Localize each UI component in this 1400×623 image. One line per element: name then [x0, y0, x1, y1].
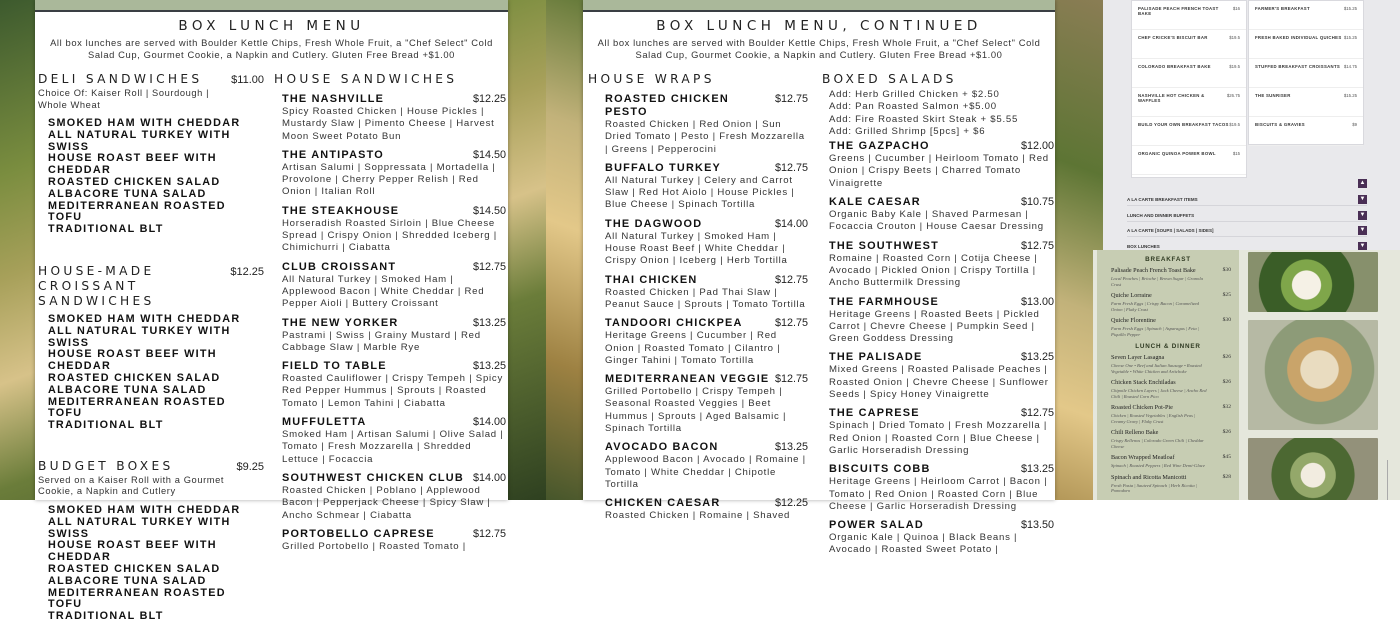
menu-item-description: Cheese One • Beef and Italian Sausage • Roasted Vegetable • White Chicken and Artichoke — [1111, 363, 1202, 374]
menu-item-name: THE GAZPACHO — [829, 140, 930, 153]
menu-item-name: MUFFULETTA — [282, 416, 367, 429]
menu-item-name: Chicken Stack Enchiladas — [1111, 379, 1176, 386]
menu-row — [1132, 146, 1246, 175]
food-photo — [1248, 320, 1378, 430]
menu-item-name: Bacon Wrapped Meatloaf — [1111, 454, 1175, 461]
menu-item-name: FARMER'S BREAKFAST — [1255, 6, 1310, 11]
menu-item-header — [282, 528, 506, 541]
menu-item — [829, 407, 1054, 457]
food-photo — [1248, 252, 1378, 312]
menu-item-price: $12.75 — [774, 161, 808, 174]
menu-item-header — [605, 274, 808, 287]
menu-item-description: Applewood Bacon | Avocado | Romaine | Tomato | White Cheddar | Chipotle Tortilla — [605, 454, 806, 490]
menu-item-name: SOUTHWEST CHICKEN CLUB — [282, 471, 464, 484]
menu-item-header — [282, 261, 506, 274]
menu-item-price: $13.25 — [1020, 351, 1054, 364]
menu-item-price: $14.75 — [1343, 64, 1357, 69]
menu-item-description: Organic Baby Kale | Shaved Parmesan | Focaccia Crouton | House Caesar Dressing — [829, 209, 1044, 233]
menu-item-price: $25 — [1222, 292, 1231, 298]
menu-item-header — [829, 463, 1054, 476]
menu-item-name: PALISADE PEACH FRENCH TOAST BAKE — [1138, 6, 1219, 16]
menu-row — [1132, 59, 1246, 88]
section-title: BOXED SALADS — [822, 72, 957, 86]
menu-item-name: Seven Layer Lasagna — [1111, 354, 1165, 361]
menu-item-description: Roasted Chicken | Pad Thai Slaw | Peanut Sauce | Sprouts | Tomato Tortilla — [605, 286, 806, 310]
menu-item-name: THAI CHICKEN — [605, 273, 698, 286]
menu-item-description: Roasted Chicken | Poblano | Applewood Bacon | Pepperjack Cheese | Spicy Slaw | Ancho Schmear | Ciabatta — [282, 484, 491, 521]
section-title: DELI SANDWICHES — [38, 72, 203, 86]
budget-item-list — [48, 505, 264, 623]
menu-item — [282, 261, 506, 311]
menu-item-price: $14.00 — [472, 416, 506, 429]
menu-item-name: SMOKED HAM WITH CHEDDAR — [48, 312, 241, 325]
menu-item — [829, 463, 1054, 513]
menu-item-header — [282, 93, 506, 106]
menu-item-name: THE CAPRESE — [829, 407, 920, 420]
section-note: Served on a Kaiser Roll with a Gourmet Cookie, a Napkin and Cutlery — [38, 474, 225, 497]
accordion-item[interactable] — [1127, 194, 1367, 206]
menu-item-name: ROASTED CHICKEN SALAD — [48, 562, 221, 575]
menu-item-description: Romaine | Roasted Corn | Cotija Cheese | Avocado | Pickled Onion | Crispy Tortilla | Ancho Buttermilk Dressing — [829, 252, 1038, 289]
menu-item-header — [282, 149, 506, 162]
collapse-up-icon[interactable]: ▲ — [1359, 180, 1366, 186]
menu-item-price: $45 — [1222, 454, 1231, 460]
menu-item — [282, 149, 506, 199]
menu-item-description: All Natural Turkey | Smoked Ham | House Roast Beef | White Cheddar | Crispy Onion | Iceberg | Herb Tortilla — [605, 230, 788, 267]
menu-item-name: CHEF CRICKE'S BISCUIT BAR — [1138, 35, 1208, 40]
menu-item-header — [605, 162, 808, 175]
menu-item — [282, 205, 506, 255]
section-price: $11.00 — [231, 74, 264, 86]
menu-item-name: POWER SALAD — [829, 519, 924, 532]
menu-item-description: Organic Kale | Quinoa | Black Beans | Avocado | Roasted Sweet Potato | — [829, 532, 1018, 556]
category-label: LUNCH & DINNER — [1135, 343, 1201, 350]
menu-item-name: ROASTED CHICKEN SALAD — [48, 175, 221, 188]
header-tab — [781, 0, 857, 12]
menu-item-description: Spinach | Dried Tomato | Fresh Mozzarella | Red Onion | Roasted Corn | Blue Cheese | Garlic Horseradish Dressing — [829, 420, 1048, 456]
menu-row — [1097, 454, 1239, 461]
menu-item-name: TANDOORI CHICKPEA — [605, 317, 743, 330]
menu-item-description: Horseradish Roasted Sirloin | Blue Cheese Spread | Crispy Onion | Shredded Iceberg | Chimichurri | Ciabatta — [282, 217, 497, 254]
budget-section — [38, 459, 264, 623]
intro-text: All box lunches are served with Boulder Kettle Chips, Fresh Whole Fruit, a "Chef Select" Cold Salad Cup, Gourmet Cookie, a Napkin and Cutlery. Gluten Free Bread +$1.00 — [50, 37, 493, 60]
menu-item-description: Local Peaches | Brioche | Brown Sugar | Granola Crust — [1111, 276, 1203, 287]
menu-item-name: AVOCADO BACON — [605, 441, 719, 454]
menu-item-description: Grilled Portobello | Crispy Tempeh | Seasonal Roasted Veggies | Beet Hummus | Sprouts | Aged Balsamic | Spinach Tortilla — [605, 386, 787, 435]
menu-item-name: TRADITIONAL BLT — [48, 419, 164, 432]
page-title: BOX LUNCH MENU, CONTINUED — [656, 18, 982, 34]
menu-item-price: $12.75 — [472, 260, 506, 273]
section-price: $9.25 — [236, 460, 264, 473]
menu-row — [1097, 404, 1239, 411]
menu-item-header — [829, 196, 1054, 209]
section-title: HOUSE WRAPS — [588, 72, 715, 86]
menu-item-price: $15.25 — [1343, 6, 1357, 11]
menu-item-description: Heritage Greens | Roasted Beets | Pickled Carrot | Chevre Cheese | Pumpkin Seed | Green Goddess Dressing — [829, 308, 1040, 345]
menu-item-name: Chili Relleno Bake — [1111, 429, 1159, 436]
menu-item-description: Heritage Greens | Cucumber | Red Onion | Roasted Tomato | Cilantro | Ginger Tahini | Tomato Tortilla — [605, 330, 781, 366]
right-column — [822, 72, 1054, 563]
menu-item-name: FRESH BAKED INDIVIDUAL QUICHES — [1255, 35, 1342, 40]
menu-item-description: Fresh Pasta | Sauteed Spinach | Herb Ricotta | Pomodoro — [1111, 482, 1198, 493]
menu-item-price: $19.5 — [1229, 35, 1240, 40]
menu-item-description: Grilled Portobello | Roasted Tomato | — [282, 540, 467, 552]
menu-row — [1132, 117, 1246, 146]
section-title: HOUSE SANDWICHES — [274, 72, 458, 86]
menu-item-header — [829, 351, 1054, 364]
menu-item-name: BISCUITS COBB — [829, 463, 931, 476]
left-column — [38, 72, 264, 623]
salad-addon: Add: Grilled Shrimp [5pcs] + $6 — [829, 125, 986, 137]
menu-item-price: $13.00 — [1020, 295, 1054, 308]
menu-item-name: MEDITERRANEAN ROASTED TOFU — [48, 199, 226, 224]
menu-item-name: MEDITERRANEAN ROASTED TOFU — [48, 586, 226, 611]
menu-item-description: Pastrami | Swiss | Grainy Mustard | Red Cabbage Slaw | Marble Rye — [282, 329, 481, 353]
menu-item-name: ALL NATURAL TURKEY WITH SWISS — [48, 515, 231, 540]
menu-item-description: Artisan Salumi | Soppressata | Mortadella | Provolone | Cherry Pepper Relish | Red Onion | Italian Roll — [282, 161, 496, 198]
intro-text: All box lunches are served with Boulder Kettle Chips, Fresh Whole Fruit, a "Chef Select" Cold Salad Cup, Gourmet Cookie, a Napkin and Cutlery. Gluten Free Bread +$1.00 — [597, 37, 1041, 60]
web-menu-thumbnail — [1103, 0, 1400, 250]
menu-item-price: $14.00 — [774, 217, 808, 230]
menu-item-price: $13.50 — [1020, 519, 1054, 532]
menu-item — [829, 296, 1054, 346]
menu-page-1 — [35, 0, 508, 623]
chevron-down-icon[interactable]: ▼ — [1359, 242, 1366, 249]
menu-item — [829, 351, 1054, 401]
printed-menu-thumbnail — [1093, 250, 1400, 500]
menu-item-name: MEDITERRANEAN ROASTED TOFU — [48, 395, 226, 420]
menu-item-header — [605, 218, 808, 231]
menu-item-name: THE FARMHOUSE — [829, 295, 939, 308]
menu-item-header — [605, 497, 808, 510]
menu-item-name: FIELD TO TABLE — [282, 360, 387, 373]
menu-item-header — [282, 472, 506, 485]
menu-item-header — [282, 205, 506, 218]
menu-item-name: HOUSE ROAST BEEF WITH CHEDDAR — [48, 348, 217, 373]
menu-item-name: PORTOBELLO CAPRESE — [282, 527, 435, 540]
menu-item — [605, 441, 808, 491]
menu-item-name: BUILD YOUR OWN BREAKFAST TACOS — [1138, 122, 1229, 127]
chevron-down-icon[interactable]: ▼ — [1359, 227, 1366, 233]
menu-row — [1097, 354, 1239, 361]
menu-item-price: $30 — [1222, 267, 1231, 273]
menu-item-name: THE ANTIPASTO — [282, 148, 384, 161]
house-wrap-list — [605, 93, 808, 523]
menu-item-price: $32 — [1222, 404, 1231, 410]
menu-item-name: ALBACORE TUNA SALAD — [48, 574, 207, 587]
right-column — [274, 72, 506, 559]
menu-item-description: Chicken | Roasted Vegetables | English Peas | Creamy Gravy | Flaky Crust — [1111, 413, 1196, 424]
menu-item-description: Roasted Chicken | Red Onion | Sun Dried Tomato | Pesto | Fresh Mozzarella | Greens | Pepperocini — [605, 119, 805, 155]
menu-item-header — [829, 519, 1054, 532]
menu-item-description: Chipotle Chicken Layers | Jack Cheese | Ancho Red Chili | Roasted Corn Pico — [1111, 388, 1207, 399]
menu-row — [1249, 30, 1363, 59]
menu-item-name: STUFFED BREAKFAST CROISSANTS — [1255, 64, 1341, 69]
menu-item-name: ALL NATURAL TURKEY WITH SWISS — [48, 128, 231, 153]
menu-item-name: ALBACORE TUNA SALAD — [48, 187, 207, 200]
menu-row — [1097, 292, 1239, 299]
menu-item-name: Palisade Peach French Toast Bake — [1111, 267, 1196, 274]
menu-item-price: $15.25 — [1343, 35, 1357, 40]
menu-item-price: $26 — [1222, 429, 1231, 435]
menu-item-name: CLUB CROISSANT — [282, 260, 397, 273]
menu-item-name: THE PALISADE — [829, 351, 923, 364]
menu-item — [605, 218, 808, 268]
menu-row — [1132, 88, 1246, 117]
left-column — [588, 72, 808, 529]
menu-item-price: $12.75 — [774, 273, 808, 286]
menu-item — [282, 528, 506, 553]
chevron-down-icon[interactable]: ▼ — [1359, 196, 1366, 202]
menu-item-name: ALL NATURAL TURKEY WITH SWISS — [48, 324, 231, 349]
menu-item-price: $12.75 — [1020, 239, 1054, 252]
menu-item-description: Greens | Cucumber | Heirloom Tomato | Red Onion | Crispy Beets | Charred Tomato Vinaigrette — [829, 153, 1049, 189]
menu-item-price: $19.5 — [1229, 122, 1240, 127]
menu-item — [282, 93, 506, 143]
menu-item — [282, 317, 506, 355]
menu-item-name: THE STEAKHOUSE — [282, 204, 400, 217]
boxed-salad-list — [829, 140, 1054, 557]
menu-item-header — [605, 93, 808, 119]
accordion-label: A LA CARTE [SOUPS | SALADS | SIDES] — [1127, 228, 1214, 233]
menu-item — [829, 519, 1054, 557]
menu-item — [282, 472, 506, 522]
menu-row — [1097, 474, 1239, 481]
menu-item-description: Spicy Roasted Chicken | House Pickles | Mustardy Slaw | Pimento Cheese | Harvest Moon Sweet Potato Bun — [282, 106, 495, 142]
chevron-down-icon[interactable]: ▼ — [1359, 211, 1366, 218]
croissant-item-list — [48, 314, 264, 432]
menu-item-price: $16 — [1232, 6, 1240, 11]
menu-item-name: MEDITERRANEAN VEGGIE — [605, 373, 770, 386]
section-title: BUDGET BOXES — [38, 458, 174, 473]
salad-addon: Add: Pan Roasted Salmon +$5.00 — [829, 101, 997, 113]
menu-row — [1249, 59, 1363, 88]
section-note: Choice Of: Kaiser Roll | Sourdough | Whole Wheat — [38, 88, 210, 110]
menu-item-name: THE SUNRISER — [1255, 93, 1291, 98]
menu-item-name: ALBACORE TUNA SALAD — [48, 383, 207, 396]
menu-item-price: $13.25 — [472, 360, 506, 373]
accordion-item[interactable] — [1127, 210, 1367, 222]
menu-item-description: Mixed Greens | Roasted Palisade Peaches | Roasted Onion | Chevre Cheese | Sunflower Seeds | Spicy Honey Vinaigrette — [829, 364, 1049, 401]
menu-item-description: Farm Fresh Eggs | Crispy Bacon | Caramelized Onion | Flaky Crust — [1111, 301, 1199, 312]
menu-item-name: Quiche Lorraine — [1111, 292, 1152, 299]
menu-item-price: $12.75 — [774, 373, 808, 386]
section-title: HOUSE-MADE CROISSANT SANDWICHES — [38, 263, 155, 308]
menu-item — [829, 196, 1054, 234]
menu-item-header — [829, 296, 1054, 309]
menu-row — [1132, 1, 1246, 30]
menu-item — [605, 162, 808, 212]
menu-item-price: $12.75 — [774, 317, 808, 330]
menu-row — [1249, 1, 1363, 30]
menu-item-header — [829, 140, 1054, 153]
menu-item-price: $26 — [1222, 354, 1231, 360]
menu-item-header — [829, 407, 1054, 420]
menu-item — [605, 497, 808, 522]
deli-section — [38, 72, 264, 236]
menu-item — [605, 373, 808, 435]
menu-item-description: Farm Fresh Eggs | Spinach | Asparagus | Feta | Piquillo Pepper — [1111, 326, 1200, 337]
menu-item-name: Roasted Chicken Pot-Pie — [1111, 404, 1173, 411]
menu-item-header — [282, 360, 506, 373]
menu-item-description: All Natural Turkey | Smoked Ham | Applewood Bacon | White Cheddar | Red Pepper Aioli | Buttery Croissant — [282, 273, 485, 310]
menu-item-price: $12.00 — [1020, 140, 1054, 153]
menu-item-name: SMOKED HAM WITH CHEDDAR — [48, 117, 241, 129]
page-title: BOX LUNCH MENU — [178, 18, 365, 34]
menu-item-name: BISCUITS & GRAVIES — [1255, 122, 1305, 127]
menu-item-name: THE NEW YORKER — [282, 316, 399, 329]
menu-row — [1097, 317, 1239, 324]
menu-item — [605, 317, 808, 367]
menu-item-price: $28 — [1222, 473, 1231, 480]
menu-card-right — [1248, 0, 1364, 145]
menu-item-name: ROASTED CHICKEN SALAD — [48, 371, 221, 384]
menu-item-name: THE NASHVILLE — [282, 93, 385, 105]
menu-item — [829, 240, 1054, 290]
menu-item-name: THE SOUTHWEST — [829, 239, 939, 252]
menu-item-price: $12.75 — [472, 527, 506, 540]
menu-panel — [1097, 250, 1239, 500]
menu-item-name: ROASTED CHICKEN PESTO — [605, 93, 729, 118]
menu-item-price: $14.50 — [472, 148, 506, 161]
category-label: BREAKFAST — [1145, 256, 1191, 263]
menu-item-name: TRADITIONAL BLT — [48, 610, 164, 623]
menu-item-name: BUFFALO TURKEY — [605, 161, 722, 174]
menu-item-description: Crispy Rellenos | Colorado Green Chili | Cheddar Cheese — [1111, 438, 1204, 449]
menu-item-name: Quiche Florentine — [1111, 317, 1156, 324]
menu-item-price: $26 — [1222, 379, 1231, 385]
menu-row — [1097, 379, 1239, 386]
menu-item-price: $19.5 — [1229, 64, 1240, 69]
menu-item-header — [282, 317, 506, 330]
menu-item-description: All Natural Turkey | Celery and Carrot Slaw | Red Hot Aiolo | House Pickles | Blue Cheese | Spinach Tortilla — [605, 174, 795, 211]
menu-item-name: TRADITIONAL BLT — [48, 223, 164, 236]
header-tab — [234, 0, 310, 12]
scrollbar[interactable] — [1387, 460, 1388, 500]
menu-item-price: $15 — [1232, 151, 1240, 156]
section-price: $12.25 — [230, 265, 264, 278]
menu-item-name: ORGANIC QUINOA POWER BOWL — [1138, 151, 1216, 156]
menu-card-left — [1131, 0, 1247, 178]
menu-item-header — [282, 416, 506, 429]
deli-item-list — [48, 118, 264, 236]
menu-item — [282, 416, 506, 466]
menu-item-price: $13.25 — [472, 316, 506, 329]
menu-item-price: $12.75 — [1020, 407, 1054, 420]
menu-item-description: Smoked Ham | Artisan Salumi | Olive Salad | Tomato | Fresh Mozzarella | Shredded Lettuce | Focaccia — [282, 429, 504, 465]
croissant-section — [38, 264, 264, 432]
menu-item-name: KALE CAESAR — [829, 196, 921, 209]
menu-item-price: $30 — [1222, 317, 1231, 323]
menu-row — [1249, 88, 1363, 117]
menu-item — [605, 274, 808, 312]
salad-addon-list — [829, 89, 1054, 138]
menu-item-header — [605, 441, 808, 454]
menu-item-name: HOUSE ROAST BEEF WITH CHEDDAR — [48, 539, 217, 564]
page-header-band — [583, 0, 1055, 12]
menu-item-price: $26.75 — [1226, 93, 1240, 98]
menu-item-header — [605, 373, 808, 386]
menu-item-name: HOUSE ROAST BEEF WITH CHEDDAR — [48, 152, 217, 177]
menu-row — [1097, 429, 1239, 436]
menu-item-price: $14.00 — [472, 471, 506, 484]
menu-item-name: Spinach and Ricotta Manicotti — [1111, 473, 1187, 481]
menu-item-name: SMOKED HAM WITH CHEDDAR — [48, 503, 241, 516]
menu-row — [1097, 267, 1239, 274]
menu-item-price: $12.25 — [774, 497, 808, 510]
menu-item-price: $9 — [1352, 122, 1357, 127]
menu-item-price: $15.25 — [1343, 93, 1357, 98]
accordion-label: A LA CARTE BREAKFAST ITEMS — [1127, 197, 1198, 202]
menu-item-description: Roasted Chicken | Romaine | Shaved — [605, 510, 791, 522]
menu-item-description: Spinach | Roasted Peppers | Red Wine Demi-Glace — [1111, 463, 1205, 468]
menu-item-header — [605, 317, 808, 330]
lunch-list — [1097, 354, 1239, 494]
menu-item-name: COLORADO BREAKFAST BAKE — [1138, 64, 1211, 69]
menu-item-price: $13.25 — [774, 441, 808, 454]
menu-item-description: Roasted Cauliflower | Crispy Tempeh | Spicy Red Pepper Hummus | Sprouts | Roasted Tomato | Lemon Tahini | Ciabatta — [282, 373, 504, 409]
menu-item — [829, 140, 1054, 190]
menu-item-header — [829, 240, 1054, 253]
menu-item-price: $12.75 — [774, 93, 808, 105]
salad-addon: Add: Fire Roasted Skirt Steak + $5.55 — [829, 113, 1019, 125]
menu-item — [605, 93, 808, 156]
menu-item-price: $14.50 — [472, 204, 506, 217]
menu-item-price: $13.25 — [1020, 463, 1054, 476]
page-header-band — [35, 0, 508, 12]
salad-addon: Add: Herb Grilled Chicken + $2.50 — [829, 89, 1000, 100]
menu-item-price: $10.75 — [1020, 196, 1054, 209]
menu-page-2 — [583, 0, 1055, 556]
house-sandwich-list — [282, 93, 506, 553]
menu-item — [282, 360, 506, 410]
menu-item-name: CHICKEN CAESAR — [605, 497, 721, 510]
accordion-item[interactable] — [1127, 225, 1367, 237]
menu-item-name: NASHVILLE HOT CHICKEN & WAFFLES — [1138, 93, 1205, 103]
menu-item-name: THE DAGWOOD — [605, 217, 703, 230]
menu-row — [1249, 117, 1363, 146]
breakfast-list — [1097, 267, 1239, 337]
menu-row — [1132, 30, 1246, 59]
accordion-label: BOX LUNCHES — [1127, 243, 1160, 249]
menu-item-description: Heritage Greens | Heirloom Carrot | Bacon | Tomato | Red Onion | Roasted Corn | Blue Cheese | Garlic Horseradish Dressing — [829, 476, 1048, 512]
accordion-label: LUNCH AND DINNER BUFFETS — [1127, 212, 1195, 218]
menu-item-price: $12.25 — [472, 93, 506, 105]
food-photo — [1248, 438, 1378, 500]
